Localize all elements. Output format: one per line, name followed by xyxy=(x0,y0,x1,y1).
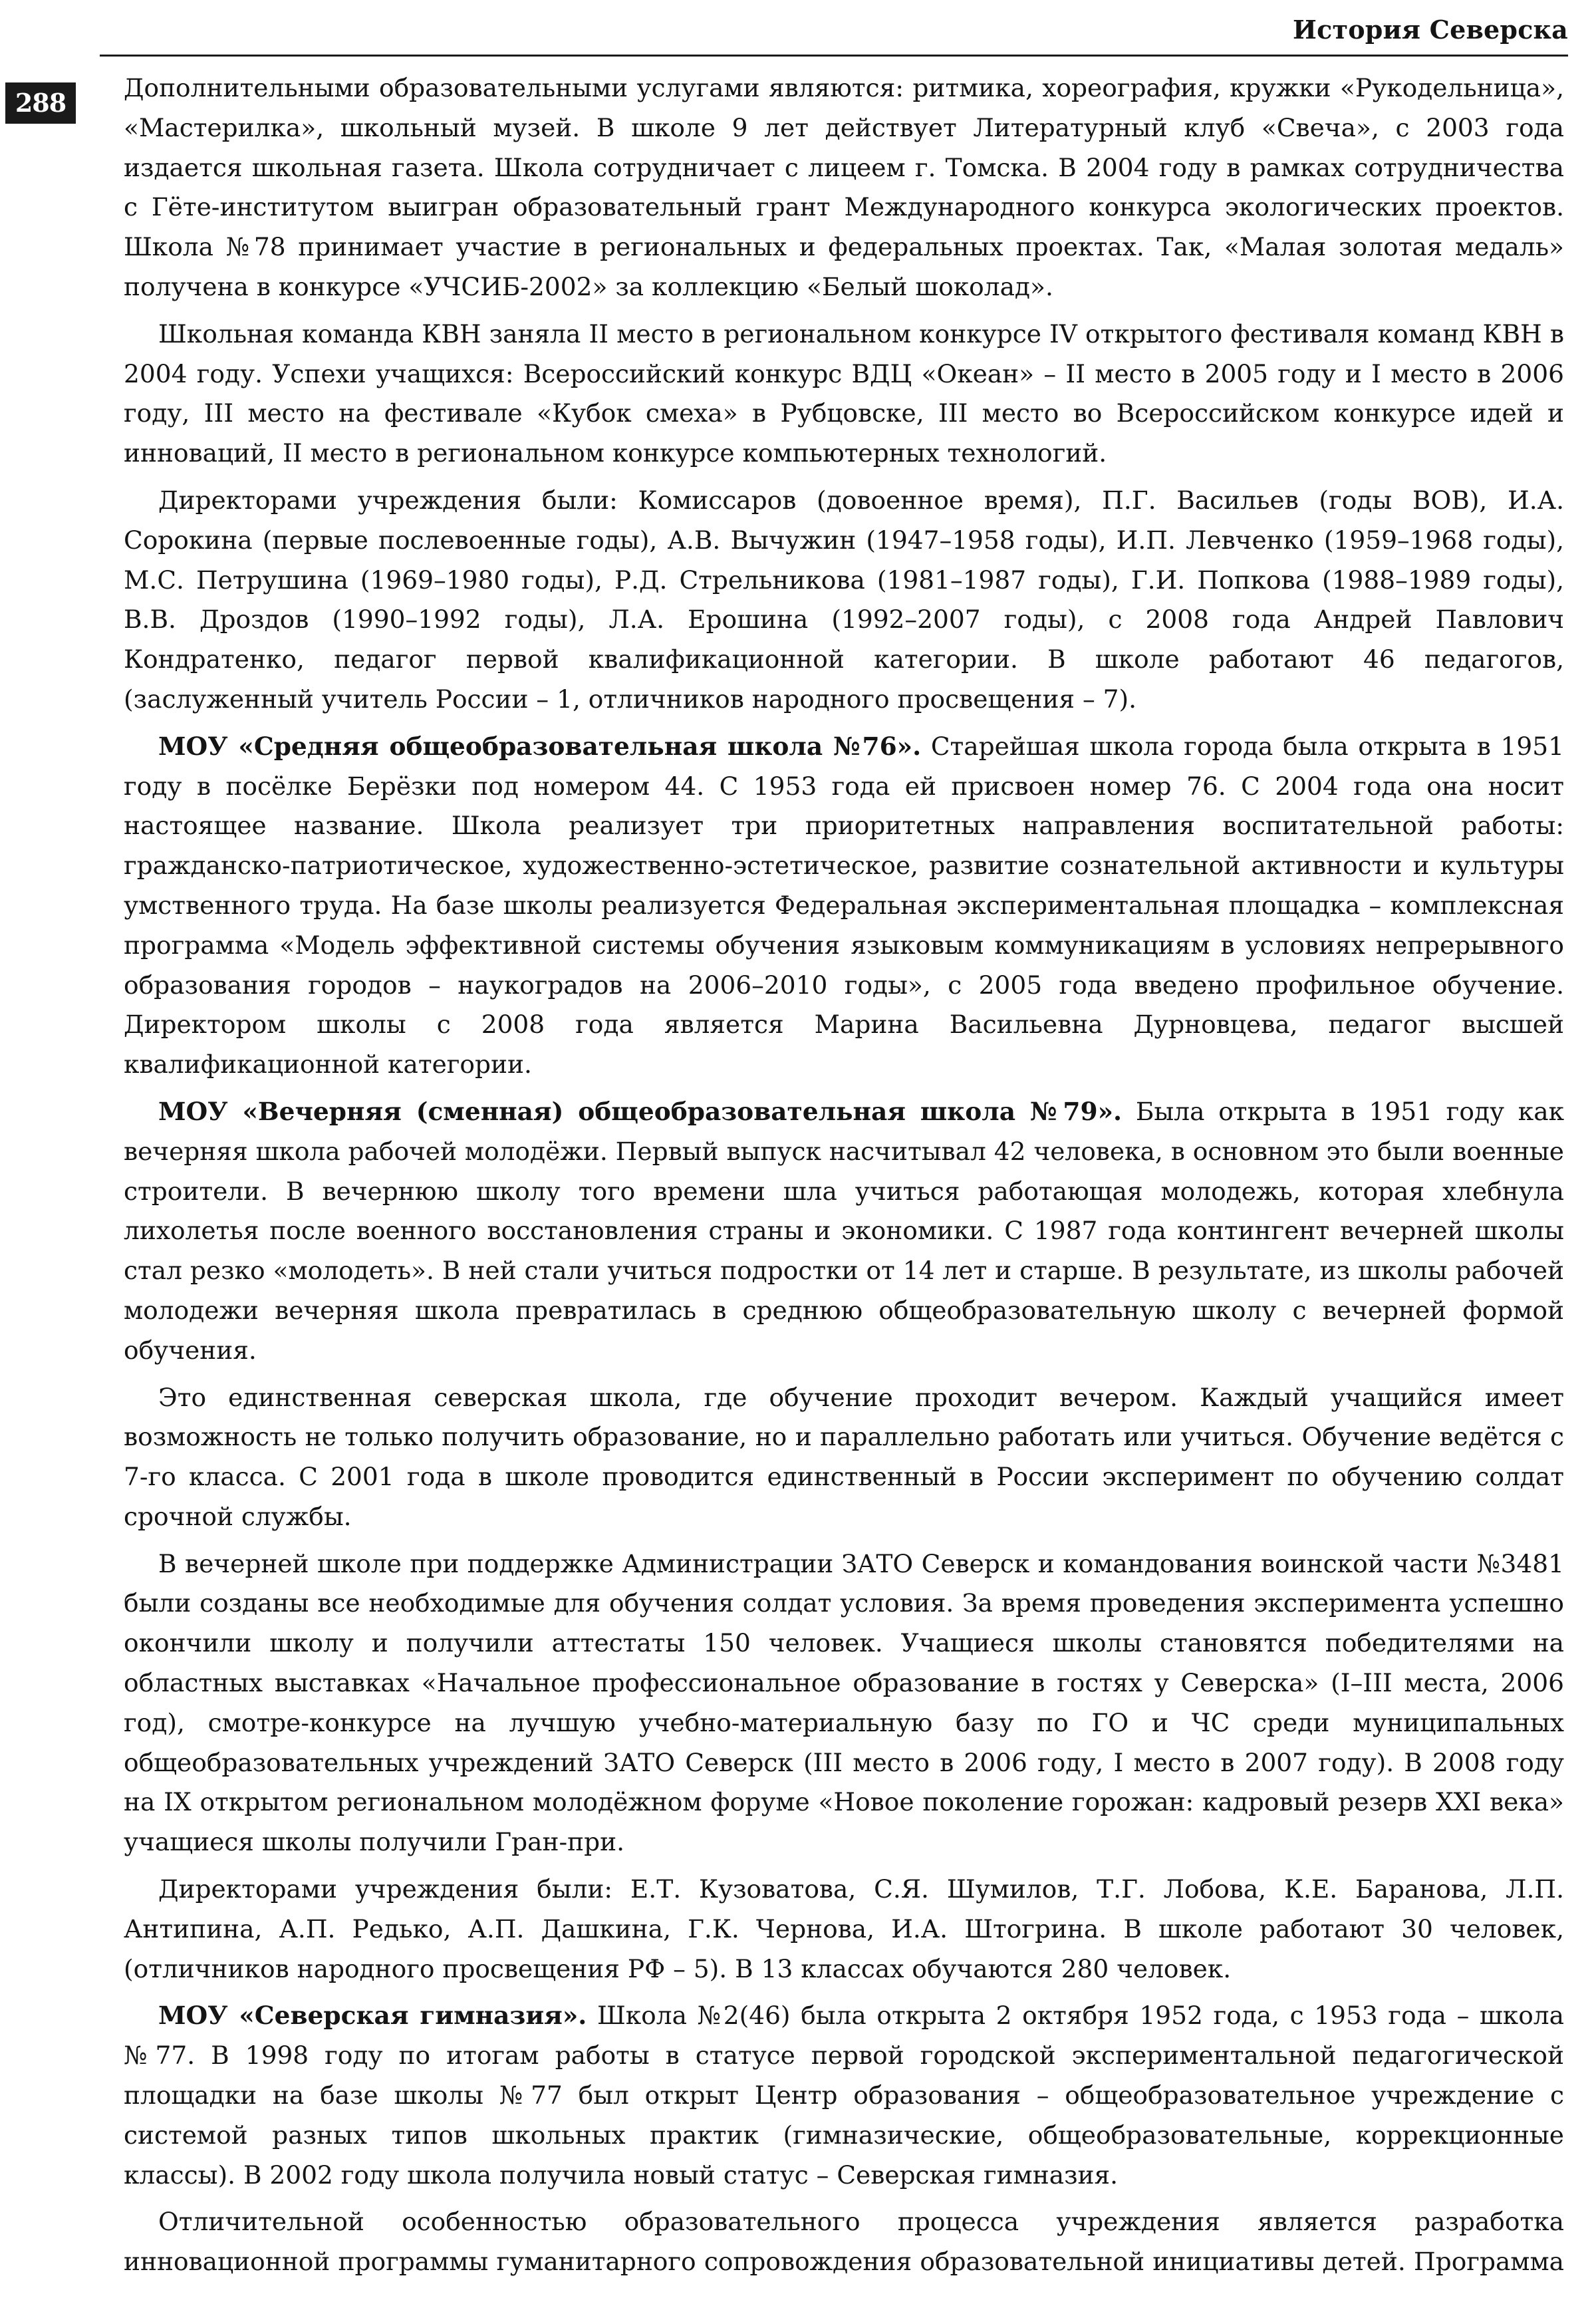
paragraph xyxy=(124,481,1564,720)
paragraph xyxy=(124,2202,1564,2282)
paragraph-text: Была открыта в 1951 году как вечерняя школа рабочей молодёжи. Первый выпуск насчитывал 42 человека, в основном это были военные строители. В вечернюю школу того времени шла учиться работающая молодежь, которая хлебнула лихолетья после военного восстановления страны и экономики. С 1987 года контингент вечерней школы стал резко «молодеть». В ней стали учиться подростки от 14 лет и старше. В результате, из школы рабочей молодежи вечерняя школа превратилась в среднюю общеобразовательную школу с вечерней формой обучения. xyxy=(124,1096,1565,1365)
paragraph-text: Школа №2(46) была открыта 2 октября 1952 года, с 1953 года – школа №77. В 1998 году по итогам работы в статусе первой городской экспериментальной педагогической площадки на базе школы №77 был открыт Центр образования – общеобразовательное учреждение с системой разных типов школьных практик (гимназические, общеобразовательные, коррекционные классы). В 2002 году школа получила новый статус – Северская гимназия. xyxy=(124,2001,1564,2190)
page-number: 288 xyxy=(5,82,76,124)
paragraph-text: Старейшая школа города была открыта в 1951 году в посёлке Берёзки под номером 44. С 1953 года ей присвоен номер 76. С 2004 года она носит настоящее название. Школа реализует три приоритетных направления воспитательной работы: гражданско-патриотическое, художественно-эстетическое, развитие сознательной активности и культуры умственного труда. На базе школы реализуется Федеральная экспериментальная площадка – комплексная программа «Модель эффективной системы обучения языковым коммуникациям в условиях непрерывного образования городов – наукоградов на 2006–2010 годы», с 2005 года введено профильное обучение. Директором школы с 2008 года является Марина Васильевна Дурновцева, педагог высшей квалификационной категории. xyxy=(124,731,1564,1079)
section-heading: МОУ «Северская гимназия». xyxy=(158,2001,587,2031)
running-header-title: История Северска xyxy=(1293,15,1568,45)
paragraph-text: Директорами учреждения были: Комиссаров (довоенное время), П.Г. Васильев (годы ВОВ), И.А. Сорокина (первые послевоенные годы), А.В. Вычужин (1947–1958 годы), И.П. Левченко (1959–1968 годы), М.С. Петрушина (1969–1980 годы), Р.Д. Стрельникова (1981–1987 годы), Г.И. Попкова (1988–1989 годы), В.В. Дроздов (1990–1992 годы), Л.А. Ерошина (1992–2007 годы), с 2008 года Андрей Павлович Кондратенко, педагог первой квалификационной категории. В школе работают 46 педагогов, (заслуженный учитель России – 1, отличников народного просвещения – 7). xyxy=(124,485,1564,714)
paragraph xyxy=(124,1870,1564,1989)
body-text xyxy=(124,69,1564,2289)
paragraph xyxy=(124,69,1564,307)
paragraph-text: Это единственная северская школа, где обучение проходит вечером. Каждый учащийся имеет возможность не только получить образование, но и параллельно работать или учиться. Обучение ведётся с 7-го класса. С 2001 года в школе проводится единственный в России эксперимент по обучению солдат срочной службы. xyxy=(124,1382,1564,1531)
paragraph xyxy=(124,1092,1564,1371)
paragraph-text: Дополнительными образовательными услугами являются: ритмика, хореография, кружки «Рукодельница», «Мастерилка», школьный музей. В школе 9 лет действует Литературный клуб «Свеча», с 2003 года издается школьная газета. Школа сотрудничает с лицеем г. Томска. В 2004 году в рамках сотрудничества с Гёте-институтом выигран образовательный грант Международного конкурса экологических проектов. Школа №78 принимает участие в региональных и федеральных проектах. Так, «Малая золотая медаль» получена в конкурсе «УЧСИБ-2002» за коллекцию «Белый шоколад». xyxy=(124,73,1564,301)
paragraph xyxy=(124,1996,1564,2195)
paragraph xyxy=(124,1378,1564,1537)
paragraph xyxy=(124,315,1564,474)
paragraph xyxy=(124,727,1564,1085)
paragraph-text: Отличительной особенностью образовательного процесса учреждения является разработка инновационной программы гуманитарного сопровождения образовательной инициативы детей. Программа xyxy=(124,2207,1564,2277)
section-heading: МОУ «Вечерняя (сменная) общеобразовательная школа №79». xyxy=(158,1096,1123,1126)
paragraph-text: Директорами учреждения были: Е.Т. Кузоватова, С.Я. Шумилов, Т.Г. Лобова, К.Е. Баранова, Л.П. Антипина, А.П. Редько, А.П. Дашкина, Г.К. Чернова, И.А. Штогрина. В школе работают 30 человек, (отличников народного просвещения РФ – 5). В 13 классах обучаются 280 человек. xyxy=(124,1874,1564,1983)
paragraph-text: Школьная команда КВН заняла II место в региональном конкурсе IV открытого фестиваля команд КВН в 2004 году. Успехи учащихся: Всероссийский конкурс ВДЦ «Океан» – II место в 2005 году и I место в 2006 году, III место на фестивале «Кубок смеха» в Рубцовске, III место во Всероссийском конкурсе идей и инноваций, II место в региональном конкурсе компьютерных технологий. xyxy=(124,319,1564,468)
section-heading: МОУ «Средняя общеобразовательная школа №76». xyxy=(158,731,922,761)
paragraph xyxy=(124,1544,1564,1862)
paragraph-text: В вечерней школе при поддержке Администрации ЗАТО Северск и командования воинской части №3481 были созданы все необходимые для обучения солдат условия. За время проведения эксперимента успешно окончили школу и получили аттестаты 150 человек. Учащиеся школы становятся победителями на областных выставках «Начальное профессиональное образование в гостях у Северска» (I–III места, 2006 год), смотре-конкурсе на лучшую учебно-материальную базу по ГО и ЧС среди муниципальных общеобразовательных учреждений ЗАТО Северск (III место в 2006 году, I место в 2007 году). В 2008 году на IX открытом региональном молодёжном форуме «Новое поколение горожан: кадровый резерв XXI века» учащиеся школы получили Гран-при. xyxy=(124,1548,1564,1857)
header-divider xyxy=(100,55,1568,57)
